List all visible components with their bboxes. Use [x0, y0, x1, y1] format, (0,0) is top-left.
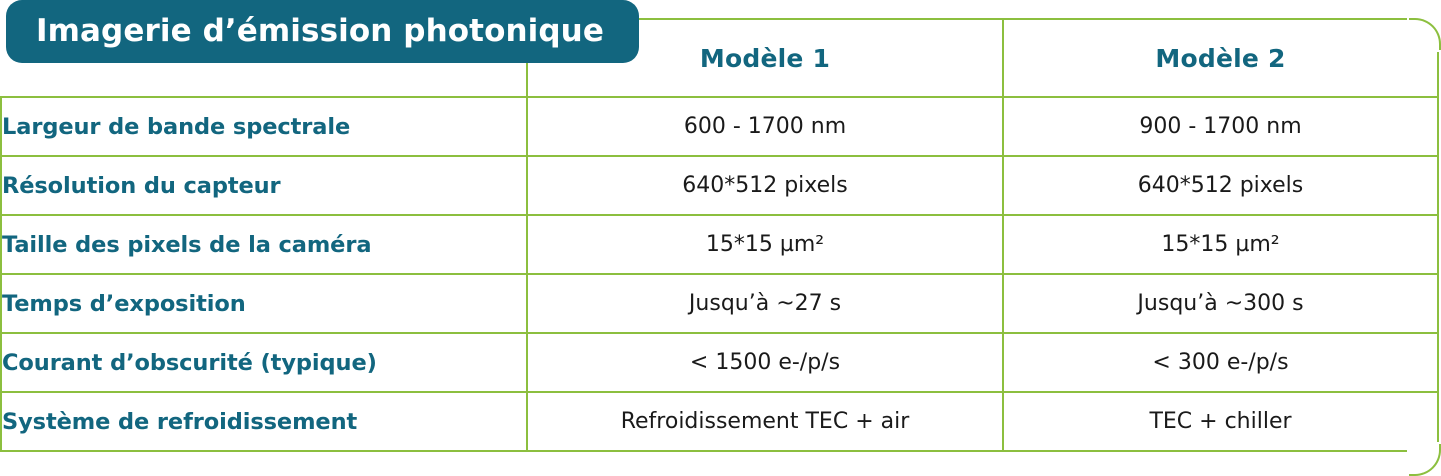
row-value-model-1: Refroidissement TEC + air [527, 392, 1003, 451]
specifications-table [0, 13, 1439, 452]
row-label: Système de refroidissement [1, 392, 527, 451]
table-header-model-1: Modèle 1 [527, 19, 1003, 97]
row-value-model-2: < 300 e-/p/s [1003, 333, 1438, 392]
row-value-model-1: 15*15 µm² [527, 215, 1003, 274]
page-title: Imagerie d’émission photonique [36, 13, 604, 49]
row-value-model-1: < 1500 e-/p/s [527, 333, 1003, 392]
row-value-model-1: Jusqu’à ~27 s [527, 274, 1003, 333]
table-row [1, 333, 1438, 392]
row-value-model-2: Jusqu’à ~300 s [1003, 274, 1438, 333]
table-header-model-2: Modèle 2 [1003, 19, 1438, 97]
row-value-model-2: TEC + chiller [1003, 392, 1438, 451]
row-value-model-2: 15*15 µm² [1003, 215, 1438, 274]
table-row [1, 156, 1438, 215]
table-row [1, 274, 1438, 333]
row-label: Courant d’obscurité (typique) [1, 333, 527, 392]
row-value-model-2: 900 - 1700 nm [1003, 97, 1438, 156]
row-label: Résolution du capteur [1, 156, 527, 215]
table-row [1, 392, 1438, 451]
section-title-banner [6, 0, 639, 63]
row-label: Largeur de bande spectrale [1, 97, 527, 156]
table-row [1, 215, 1438, 274]
row-value-model-1: 640*512 pixels [527, 156, 1003, 215]
row-label: Taille des pixels de la caméra [1, 215, 527, 274]
row-value-model-2: 640*512 pixels [1003, 156, 1438, 215]
row-value-model-1: 600 - 1700 nm [527, 97, 1003, 156]
table-row [1, 97, 1438, 156]
row-label: Temps d’exposition [1, 274, 527, 333]
